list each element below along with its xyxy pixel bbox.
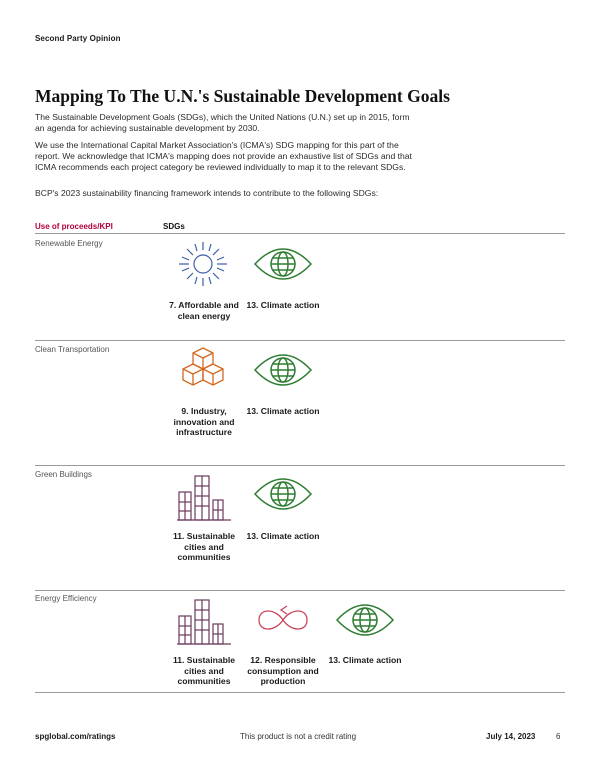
page-title: Mapping To The U.N.'s Sustainable Development Goals — [35, 86, 450, 106]
row-label-energy-efficiency: Energy Efficiency — [35, 594, 97, 603]
sdg-caption: 11. Sustainable cities and communities — [172, 531, 236, 562]
column-header-sdgs: SDGs — [163, 222, 185, 231]
sdg-caption: 9. Industry, innovation and infrastructure — [173, 406, 235, 437]
framework-paragraph: BCP's 2023 sustainability financing framework intends to contribute to the following SDGs: — [35, 188, 379, 198]
row-label-green-buildings: Green Buildings — [35, 470, 92, 479]
infinity-icon — [251, 594, 315, 646]
sdg-caption: 13. Climate action — [246, 406, 320, 416]
page-number: 6 — [556, 732, 561, 741]
row-label-clean-transportation: Clean Transportation — [35, 345, 110, 354]
sdg-caption: 13. Climate action — [246, 531, 320, 541]
header-label: Second Party Opinion — [35, 34, 121, 43]
methodology-paragraph: We use the International Capital Market Association's (ICMA's) SDG mapping for this part of the report. We acknowledge that ICMA's mapping does not provide an exhaustive list of SDGs and that ICMA recommends each project category be reviewed individually to map it to the relevant SDGs. — [35, 140, 412, 172]
globe-eye-icon — [333, 594, 397, 646]
sdg-caption: 12. Responsible consumption and production — [247, 655, 319, 686]
sun-icon — [171, 238, 235, 290]
row-label-renewable-energy: Renewable Energy — [35, 239, 103, 248]
intro-paragraph: The Sustainable Development Goals (SDGs), which the United Nations (U.N.) set up in 2015, form an agenda for achieving sustainable development by 2030. — [35, 112, 410, 133]
row-divider — [35, 590, 565, 591]
city-icon — [171, 470, 235, 522]
sdg-caption: 13. Climate action — [328, 655, 402, 665]
row-divider — [35, 465, 565, 466]
globe-eye-icon — [251, 468, 315, 520]
footer-disclaimer: This product is not a credit rating — [240, 732, 357, 741]
globe-eye-icon — [251, 344, 315, 396]
sdg-caption: 13. Climate action — [246, 300, 320, 310]
footer-date: July 14, 2023 — [486, 732, 536, 741]
table-bottom-rule — [35, 692, 565, 693]
table-header-divider — [35, 233, 565, 234]
column-header-kpi: Use of proceeds/KPI — [35, 222, 113, 231]
sdg-caption: 7. Affordable and clean energy — [169, 300, 239, 321]
globe-eye-icon — [251, 238, 315, 290]
cubes-icon — [171, 344, 235, 396]
city-icon — [171, 594, 235, 646]
row-divider — [35, 340, 565, 341]
footer-site-link[interactable]: spglobal.com/ratings — [35, 732, 116, 741]
sdg-caption: 11. Sustainable cities and communities — [172, 655, 236, 686]
